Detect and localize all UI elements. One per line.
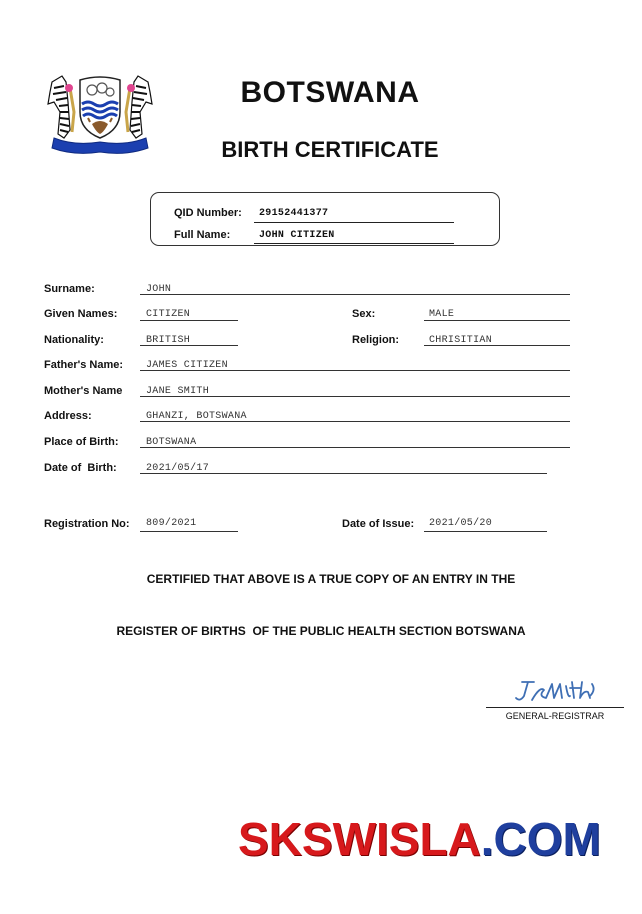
watermark-suffix: .COM (480, 813, 601, 865)
given-names-value: CITIZEN (146, 309, 191, 320)
full-name-label: Full Name: (174, 229, 231, 241)
place-of-birth-label: Place of Birth: (44, 436, 119, 448)
address-label: Address: (44, 410, 92, 422)
watermark-main: SKSWISLA (238, 813, 481, 865)
certification-line-1: CERTIFIED THAT ABOVE IS A TRUE COPY OF AN ENTRY IN THE (146, 572, 516, 586)
religion-label: Religion: (352, 334, 400, 346)
father-name-label: Father's Name: (44, 359, 124, 371)
date-of-birth-underline (140, 473, 547, 474)
full-name-underline (254, 243, 454, 244)
coat-of-arms-icon (44, 72, 156, 156)
document-title: BIRTH CERTIFICATE (221, 137, 439, 162)
father-name-underline (140, 370, 570, 371)
mother-name-label: Mother's Name (44, 385, 123, 397)
registrar-signature-icon (512, 676, 598, 706)
date-of-issue-label: Date of Issue: (342, 518, 415, 530)
nationality-label: Nationality: (44, 334, 104, 346)
address-value: GHANZI, BOTSWANA (146, 411, 247, 422)
sex-label: Sex: (352, 308, 376, 320)
signature-line (486, 707, 624, 708)
place-of-birth-value: BOTSWANA (146, 437, 197, 448)
address-underline (140, 421, 570, 422)
religion-underline (424, 345, 570, 346)
registration-no-label: Registration No: (44, 518, 130, 530)
certification-line-2: REGISTER OF BIRTHS OF THE PUBLIC HEALTH SECTION BOTSWANA (116, 624, 526, 638)
given-names-label: Given Names: (44, 308, 118, 320)
nationality-value: BRITISH (146, 335, 191, 346)
qid-underline (254, 222, 454, 223)
mother-name-value: JANE SMITH (146, 386, 210, 397)
given-names-underline (140, 320, 238, 321)
surname-underline (140, 294, 570, 295)
watermark (238, 812, 601, 866)
full-name-value: JOHN CITIZEN (259, 230, 335, 241)
religion-value: CHRISITIAN (429, 335, 493, 346)
country-title: BOTSWANA (240, 76, 420, 109)
place-of-birth-underline (140, 447, 570, 448)
qid-label: QID Number: (174, 207, 242, 219)
date-of-issue-underline (424, 531, 547, 532)
qid-value: 29152441377 (259, 208, 329, 219)
registration-no-value: 809/2021 (146, 518, 197, 529)
date-of-birth-value: 2021/05/17 (146, 463, 210, 474)
date-of-birth-label: Date of Birth: (44, 462, 117, 474)
father-name-value: JAMES CITIZEN (146, 360, 228, 371)
sex-underline (424, 320, 570, 321)
nationality-underline (140, 345, 238, 346)
mother-name-underline (140, 396, 570, 397)
registrar-title: GENERAL-REGISTRAR (505, 711, 605, 721)
surname-label: Surname: (44, 283, 95, 295)
sex-value: MALE (429, 309, 455, 320)
date-of-issue-value: 2021/05/20 (429, 518, 493, 529)
registration-no-underline (140, 531, 238, 532)
surname-value: JOHN (146, 284, 172, 295)
